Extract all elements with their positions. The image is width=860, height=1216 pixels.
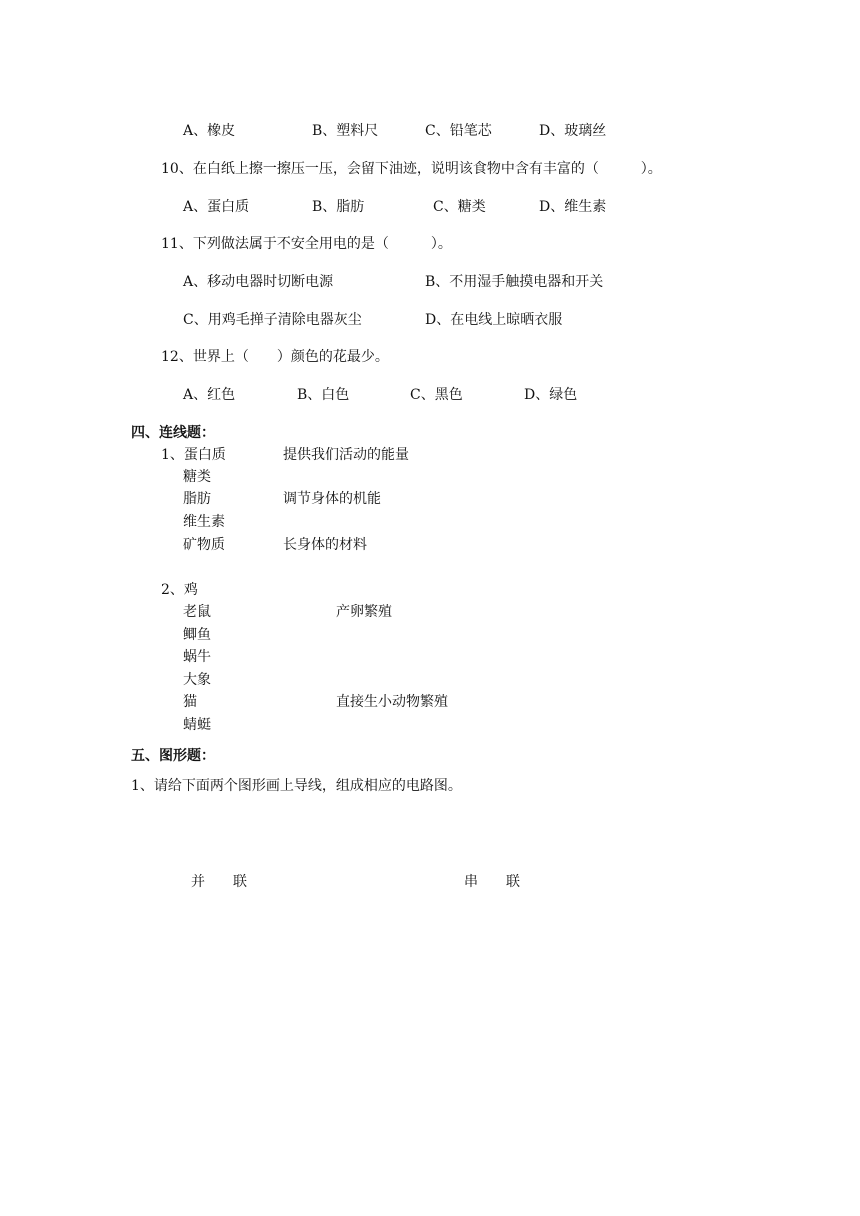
- match2-left-item: 猫: [183, 694, 197, 710]
- parallel-circuit-label: 并 联: [191, 874, 247, 890]
- match1-left-item: 1、蛋白质: [161, 447, 226, 463]
- q11-option-a: A、移动电器时切断电源: [183, 274, 334, 290]
- section5-q1-stem: 1、请给下面两个图形画上导线，组成相应的电路图。: [131, 778, 462, 794]
- match2-left-item: 2、鸡: [161, 582, 198, 598]
- q10-option-b: B、脂肪: [312, 199, 365, 215]
- q12-option-a: A、红色: [183, 387, 236, 403]
- q11-stem: 11、下列做法属于不安全用电的是（ ）。: [161, 236, 452, 252]
- match1-left-item: 脂肪: [183, 491, 211, 507]
- q11-option-b: B、不用湿手触摸电器和开关: [425, 274, 604, 290]
- section4-heading: 四、连线题：: [131, 425, 215, 441]
- q10-option-c: C、糖类: [433, 199, 486, 215]
- match1-left-item: 维生素: [183, 514, 225, 530]
- q12-option-d: D、绿色: [524, 387, 578, 403]
- match2-left-item: 鲫鱼: [183, 627, 211, 643]
- match1-right-item: 调节身体的机能: [283, 491, 381, 507]
- q11-option-d: D、在电线上晾晒衣服: [425, 312, 563, 328]
- q9-option-c: C、铅笔芯: [425, 123, 492, 139]
- series-circuit-label: 串 联: [464, 874, 520, 890]
- match1-left-item: 糖类: [183, 469, 211, 485]
- match1-right-item: 提供我们活动的能量: [283, 447, 409, 463]
- section5-heading: 五、图形题：: [131, 748, 215, 764]
- q10-stem: 10、在白纸上擦一擦压一压，会留下油迹，说明该食物中含有丰富的（ ）。: [161, 161, 662, 177]
- q11-option-c: C、用鸡毛掸子清除电器灰尘: [183, 312, 362, 328]
- q9-option-a: A、橡皮: [183, 123, 236, 139]
- q10-option-d: D、维生素: [539, 199, 607, 215]
- match2-left-item: 蜗牛: [183, 649, 211, 665]
- match2-left-item: 老鼠: [183, 604, 211, 620]
- match2-left-item: 大象: [183, 672, 211, 688]
- q12-stem: 12、世界上（ ）颜色的花最少。: [161, 349, 389, 365]
- q9-option-d: D、玻璃丝: [539, 123, 607, 139]
- q10-option-a: A、蛋白质: [183, 199, 250, 215]
- q9-option-b: B、塑料尺: [312, 123, 379, 139]
- match2-left-item: 蜻蜓: [183, 717, 211, 733]
- q12-option-c: C、黑色: [410, 387, 463, 403]
- match2-right-item: 直接生小动物繁殖: [336, 694, 448, 710]
- match2-right-item: 产卵繁殖: [336, 604, 392, 620]
- q12-option-b: B、白色: [297, 387, 350, 403]
- match1-right-item: 长身体的材料: [283, 537, 367, 553]
- match1-left-item: 矿物质: [183, 537, 225, 553]
